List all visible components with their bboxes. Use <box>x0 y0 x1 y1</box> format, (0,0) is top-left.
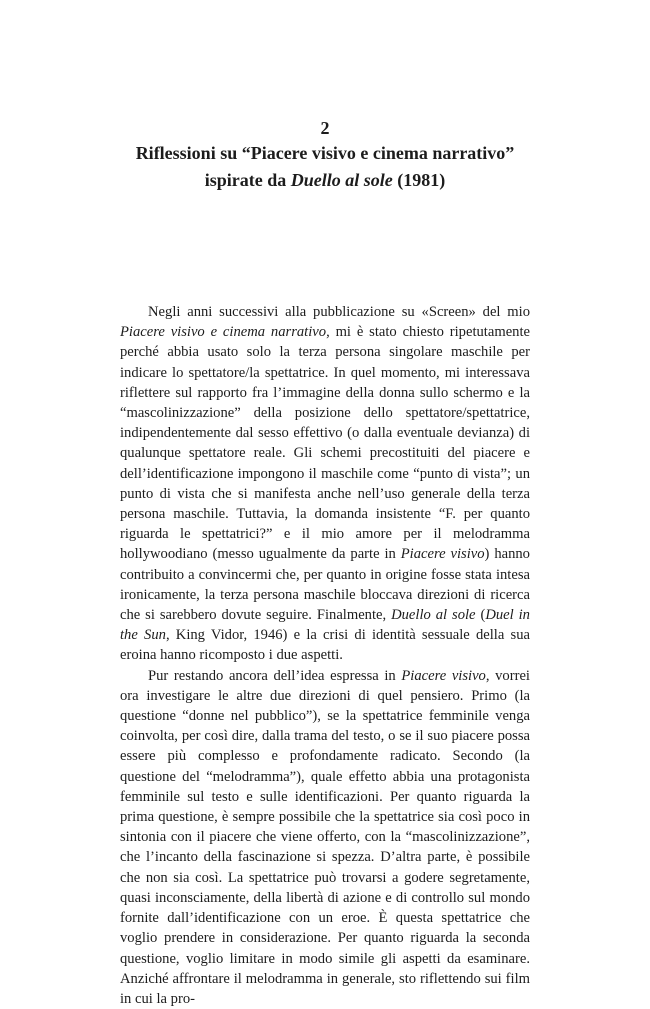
italic-title: Duello al sole <box>391 607 476 624</box>
italic-title: Piacere visivo <box>401 667 486 684</box>
text-run: , mi è stato chiesto ripetutamente perché abbia usato solo la terza persona singolare maschile per indicare lo spettatore/la spettatrice. In quel momento, mi interessava riflettere sul rapporto fra l’immagine della donna sullo schermo e la “mascolinizzazione” della posizione dello spettatore/spettatrice, indipendentemente dal sesso effettivo (o dalla eventuale devianza) di qualunque spettatore reale. Gli schemi precostituiti del piacere e dell’identificazione impongono il maschile come “punto di vista”; un punto di vista che si manifesta anche nell’uso generale della terza persona maschile. Tuttavia, la domanda insistente “F. per quanto riguarda le spettatrici?” e il mio amore per il melodramma hollywoodiano (messo ugualmente da parte in <box>120 324 530 563</box>
chapter-heading <box>0 116 650 194</box>
body-text <box>120 302 530 1009</box>
text-run: , King Vidor, 1946) e la crisi di identità sessuale della sua eroina hanno ricomposto i due aspetti. <box>120 627 530 664</box>
chapter-title-line-2 <box>0 167 650 194</box>
text-run: Negli anni successivi alla pubblicazione su «Screen» del mio <box>148 304 530 320</box>
title-year: (1981) <box>392 170 446 190</box>
italic-title: Piacere visivo <box>400 546 485 563</box>
title-text: ispirate da <box>204 170 291 190</box>
text-run: ( <box>475 607 486 624</box>
text-run: Pur restando ancora dell’idea espressa in <box>148 667 402 684</box>
text-run: , vorrei ora investigare le altre due direzioni di quel pensiero. Primo (la questione “donne nel pubblico”), se la spettatrice femminile venga coinvolta, per così dire, dalla trama del testo, o se il suo piacere possa essere più complesso e profondamente radicato. Secondo (la questione del “melodramma”), quale effetto abbia una protagonista femminile sul testo e sulle identificazioni. Per quanto riguarda la prima questione, è sempre possibile che la spettatrice sia così poco in sintonia con il piacere che viene offerto, con la “mascolinizzazione”, che l’incanto della fascinazione si spezza. D’altra parte, è possibile che non sia così. La spettatrice può trovarsi a godere segretamente, quasi inconsciamente, della libertà di azione e di controllo sul mondo fornite dall’identificazione con un eroe. È questa spettatrice che voglio prendere in considerazione. Per quanto riguarda la seconda questione, voglio limitare in modo simile gli aspetti da esaminare. Anziché affrontare il melodramma in generale, sto riflettendo sui film in cui la pro- <box>120 667 530 1007</box>
chapter-title <box>0 140 650 194</box>
italic-title: Piacere visivo e cinema narrativo <box>120 324 327 341</box>
chapter-title-line-1: Riflessioni su “Piacere visivo e cinema narrativo” <box>135 143 515 163</box>
text-run: ) hanno contribuito a convincermi che, per quanto in origine fosse stata intesa ironicamente, la terza persona maschile bloccava direzioni di ricerca che si sarebbero dovute seguire. Finalmente, <box>120 546 530 624</box>
paragraph-2 <box>120 666 530 1009</box>
film-title: Duello al sole <box>290 170 393 190</box>
italic-title: Duel in the Sun <box>120 607 530 644</box>
paragraph-1 <box>120 302 530 666</box>
chapter-number: 2 <box>320 118 330 138</box>
